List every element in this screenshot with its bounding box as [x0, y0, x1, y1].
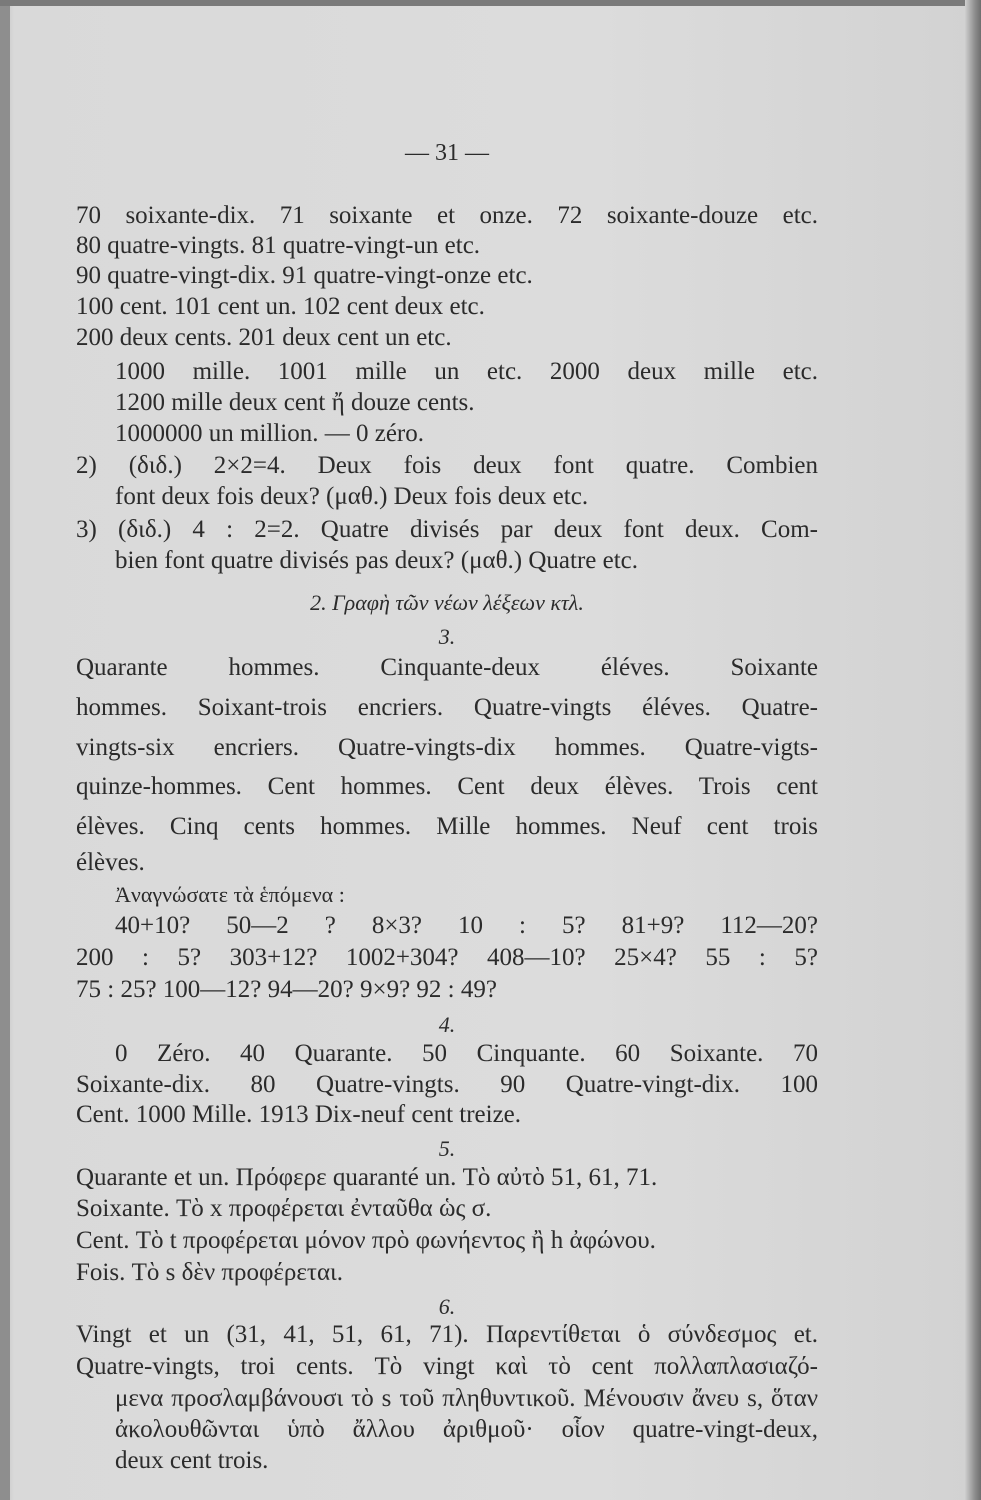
section-number: 3. — [438, 624, 456, 649]
page-right-edge — [965, 0, 981, 1500]
section-heading: 2. Γραφὴ τῶν νέων λέξεων κτλ. — [310, 590, 584, 615]
text-line: élèves. Cinq cents hommes. Mille hommes. Neuf cent trois — [76, 813, 818, 840]
note-line: Cent. Τὸ t προφέρεται μόνον πρὸ φωνήεντος ἢ h ἀφώνου. — [76, 1227, 656, 1254]
note-line: μενα προσλαμβάνουσι τὸ s τοῦ πληθυντικοῦ. Μένουσιν ἄνευ s, ὅταν — [115, 1385, 818, 1412]
text-line: 3) (διδ.) 4 : 2=2. Quatre divisés par deux font deux. Com- — [76, 516, 818, 543]
text-line: font deux fois deux? (μαθ.) Deux fois deux etc. — [115, 483, 589, 510]
text-line: Quarante hommes. Cinquante-deux éléves. Soixante — [76, 654, 818, 681]
note-line: Fois. Τὸ s δὲν προφέρεται. — [76, 1259, 344, 1286]
text-line: 1000 mille. 1001 mille un etc. 2000 deux mille etc. — [115, 358, 818, 385]
text-line: 90 quatre-vingt-dix. 91 quatre-vingt-onze etc. — [76, 262, 533, 289]
text-line: bien font quatre divisés pas deux? (μαθ.) Quatre etc. — [115, 547, 639, 574]
text-line: 1200 mille deux cent ἤ douze cents. — [115, 389, 475, 416]
text-line: 1000000 un million. — 0 zéro. — [115, 420, 424, 447]
note-line: Quatre-vingts, troi cents. Τὸ vingt καὶ τὸ cent πολλαπλασιαζό- — [76, 1353, 818, 1380]
exercise-line: 75 : 25? 100—12? 94—20? 9×9? 92 : 49? — [76, 976, 497, 1003]
text-line: 80 quatre-vingts. 81 quatre-vingt-un etc. — [76, 232, 481, 259]
exercise-line: 200 : 5? 303+12? 1002+304? 408—10? 25×4? 55 : 5? — [76, 944, 818, 971]
text-line: 100 cent. 101 cent un. 102 cent deux etc. — [76, 293, 485, 320]
text-line: quinze-hommes. Cent hommes. Cent deux élèves. Trois cent — [76, 773, 818, 800]
text-line: 2) (διδ.) 2×2=4. Deux fois deux font quatre. Combien — [76, 452, 818, 479]
section-number: 4. — [438, 1012, 456, 1037]
note-line: Vingt et un (31, 41, 51, 61, 71). Παρεντίθεται ὁ σύνδεσμος et. — [76, 1321, 818, 1348]
page-top-edge — [0, 0, 981, 6]
text-line: Soixante-dix. 80 Quatre-vingts. 90 Quatre-vingt-dix. 100 — [76, 1071, 818, 1098]
page-number: — 31 — — [405, 140, 489, 166]
note-line: deux cent trois. — [115, 1447, 269, 1474]
page-left-edge — [0, 0, 10, 1500]
text-line: 70 soixante-dix. 71 soixante et onze. 72 soixante-douze etc. — [76, 202, 818, 229]
text-line: 0 Zéro. 40 Quarante. 50 Cinquante. 60 Soixante. 70 — [115, 1040, 818, 1067]
text-line: élèves. — [76, 849, 145, 876]
text-line: hommes. Soixant-trois encriers. Quatre-vingts éléves. Quatre- — [76, 694, 818, 721]
text-line: Cent. 1000 Mille. 1913 Dix-neuf cent treize. — [76, 1101, 522, 1128]
note-line: Soixante. Τὸ x προφέρεται ἐνταῦθα ὡς σ. — [76, 1195, 492, 1222]
text-line: vingts-six encriers. Quatre-vingts-dix hommes. Quatre-vigts- — [76, 734, 818, 761]
section-number: 6. — [438, 1294, 456, 1319]
note-line: Quarante et un. Πρόφερε quaranté un. Τὸ αὐτὸ 51, 61, 71. — [76, 1164, 658, 1191]
note-line: ἀκολουθῶνται ὑπὸ ἄλλου ἀριθμοῦ· οἷον quatre-vingt-deux, — [115, 1416, 818, 1443]
text-line: Ἀναγνώσατε τὰ ἑπόμενα : — [115, 882, 345, 907]
text-line: 200 deux cents. 201 deux cent un etc. — [76, 324, 452, 351]
exercise-line: 40+10? 50—2 ? 8×3? 10 : 5? 81+9? 112—20? — [115, 912, 818, 939]
section-number: 5. — [438, 1136, 456, 1161]
